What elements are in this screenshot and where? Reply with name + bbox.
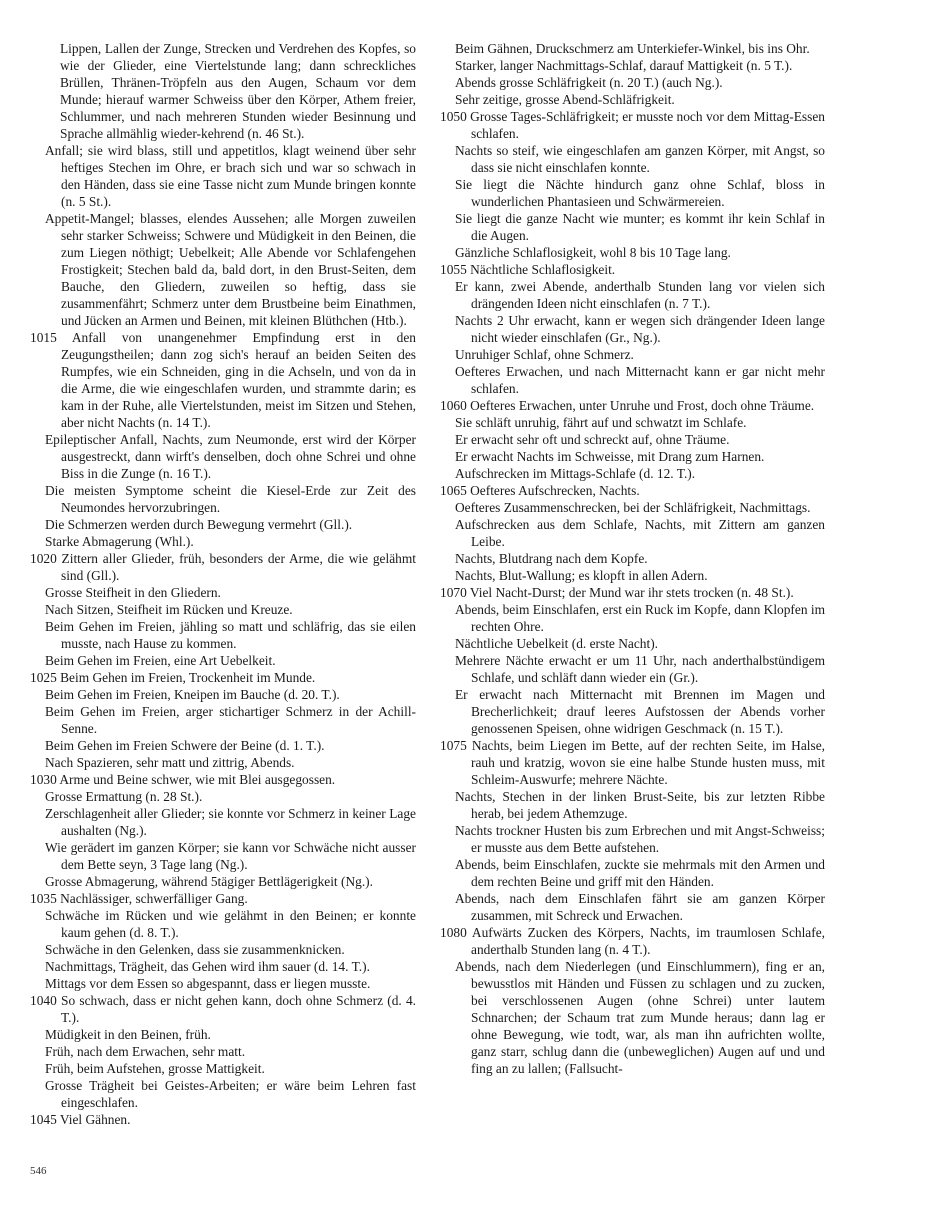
numbered-entry: 1075 Nachts, beim Liegen im Bette, auf der rechten Seite, im Halse, rauh und kratzig, wovon sie eine halbe Stunde husten muss, mit Schleim-Auswurfe; mehrere Nächte.	[440, 738, 825, 787]
numbered-entry: 1045 Viel Gähnen.	[30, 1112, 131, 1127]
entry: Gänzliche Schlaflosigkeit, wohl 8 bis 10 Tage lang.	[455, 245, 731, 260]
entry: Nachts, Stechen in der linken Brust-Seite, bis zur letzten Ribbe herab, bei jedem Athemzuge.	[455, 789, 825, 821]
numbered-entry: 1040 So schwach, dass er nicht gehen kann, doch ohne Schmerz (d. 4. T.).	[30, 993, 416, 1025]
numbered-entry: 1020 Zittern aller Glieder, früh, besonders der Arme, die wie gelähmt sind (Gll.).	[30, 551, 416, 583]
entry: Nachts trockner Husten bis zum Erbrechen und mit Angst-Schweiss; er musste aus dem Bette aufstehen.	[455, 823, 825, 855]
entry: Er erwacht nach Mitternacht mit Brennen im Magen und Brecherlichkeit; drauf leeres Aufstossen der Abends vorher genossenen Speisen, ohne widrigen Geschmack (n. 15 T.).	[455, 687, 825, 736]
entry: Die meisten Symptome scheint die Kiesel-Erde zur Zeit des Neumondes hervorzubringen.	[45, 483, 416, 515]
numbered-entry: 1055 Nächtliche Schlaflosigkeit.	[440, 262, 616, 277]
numbered-entry: 1065 Oefteres Aufschrecken, Nachts.	[440, 483, 640, 498]
entry: Anfall; sie wird blass, still und appetitlos, klagt weinend über sehr heftiges Stechen im Ohre, er brach sich und war so schwach in den Händen, dass sie eine Tasse nicht zum Munde bringen konnte (n. 5 St.).	[45, 143, 416, 209]
entry: Unruhiger Schlaf, ohne Schmerz.	[455, 347, 634, 362]
entry: Abends, nach dem Einschlafen fährt sie am ganzen Körper zusammen, mit Schreck und Erwachen.	[455, 891, 825, 923]
entry: Schwäche im Rücken und wie gelähmt in den Beinen; er konnte kaum gehen (d. 8. T.).	[45, 908, 416, 940]
numbered-entry: 1025 Beim Gehen im Freien, Trockenheit im Munde.	[30, 670, 316, 685]
entry: Nachts, Blut-Wallung; es klopft in allen Adern.	[455, 568, 708, 583]
entry: Abends grosse Schläfrigkeit (n. 20 T.) (auch Ng.).	[455, 75, 723, 90]
numbered-entry: 1070 Viel Nacht-Durst; der Mund war ihr stets trocken (n. 48 St.).	[440, 585, 794, 600]
entry: Nachts 2 Uhr erwacht, kann er wegen sich drängender Ideen lange nicht wieder einschlafen (Gr., Ng.).	[455, 313, 825, 345]
numbered-entry: 1035 Nachlässiger, schwerfälliger Gang.	[30, 891, 248, 906]
numbered-entry: 1030 Arme und Beine schwer, wie mit Blei ausgegossen.	[30, 772, 336, 787]
entry: Zerschlagenheit aller Glieder; sie konnte vor Schmerz in keiner Lage aushalten (Ng.).	[45, 806, 416, 838]
entry: Sie liegt die Nächte hindurch ganz ohne Schlaf, bloss in wunderlichen Phantasieen und Schwärmereien.	[455, 177, 825, 209]
entry: Wie gerädert im ganzen Körper; sie kann vor Schwäche nicht ausser dem Bette seyn, 3 Tage lang (Ng.).	[45, 840, 416, 872]
entry: Nächtliche Uebelkeit (d. erste Nacht).	[455, 636, 658, 651]
entry: Beim Gehen im Freien, Kneipen im Bauche (d. 20. T.).	[45, 687, 340, 702]
entry: Er kann, zwei Abende, anderthalb Stunden lang vor vielen sich drängenden Ideen nicht einschlafen (n. 7 T.).	[455, 279, 825, 311]
entry: Sie schläft unruhig, fährt auf und schwatzt im Schlafe.	[455, 415, 747, 430]
entry: Beim Gähnen, Druckschmerz am Unterkiefer-Winkel, bis ins Ohr.	[455, 41, 810, 56]
numbered-entry: 1060 Oefteres Erwachen, unter Unruhe und Frost, doch ohne Träume.	[440, 398, 815, 413]
entry: Beim Gehen im Freien, jähling so matt und schläfrig, das sie eilen musste, nach Hause zu kommen.	[45, 619, 416, 651]
entry: Abends, beim Einschlafen, erst ein Ruck im Kopfe, dann Klopfen im rechten Ohre.	[455, 602, 826, 634]
numbered-entry: 1080 Aufwärts Zucken des Körpers, Nachts, im traumlosen Schlafe, anderthalb Stunden lang (n. 4 T.).	[440, 925, 825, 957]
entry: Oefteres Zusammenschrecken, bei der Schläfrigkeit, Nachmittags.	[455, 500, 811, 515]
entry: Schwäche in den Gelenken, dass sie zusammenknicken.	[45, 942, 345, 957]
entry: Oefteres Erwachen, und nach Mitternacht kann er gar nicht mehr schlafen.	[455, 364, 825, 396]
entry: Nach Spazieren, sehr matt und zittrig, Abends.	[45, 755, 295, 770]
entry: Nachmittags, Trägheit, das Gehen wird ihm sauer (d. 14. T.).	[45, 959, 370, 974]
entry: Er erwacht Nachts im Schweisse, mit Drang zum Harnen.	[455, 449, 765, 464]
entry: Aufschrecken aus dem Schlafe, Nachts, mit Zittern am ganzen Leibe.	[455, 517, 825, 549]
entry: Beim Gehen im Freien Schwere der Beine (d. 1. T.).	[45, 738, 325, 753]
entry: Früh, beim Aufstehen, grosse Mattigkeit.	[45, 1061, 265, 1076]
entry: Lippen, Lallen der Zunge, Strecken und Verdrehen des Kopfes, so wie der Glieder, eine Viertelstunde lang; dann schreckliches Brüllen, Thränen-Tröpfeln aus den Augen, Schaum vor dem Munde; hierauf warmer Schweiss über den Körper, Athem freier, Schlummer, und nach mehreren Stunden wieder Besinnung und Sprache allmählig wieder-kehrend (n. 46 St.).	[60, 41, 416, 141]
entry: Mehrere Nächte erwacht er um 11 Uhr, nach anderthalbstündigem Schlafe, und schläft dann wieder ein (Gr.).	[455, 653, 825, 685]
entry: Beim Gehen im Freien, arger stichartiger Schmerz in der Achill-Senne.	[45, 704, 416, 736]
entry: Grosse Trägheit bei Geistes-Arbeiten; er wäre beim Lehren fast eingeschlafen.	[45, 1078, 416, 1110]
numbered-entry: 1050 Grosse Tages-Schläfrigkeit; er musste noch vor dem Mittag-Essen schlafen.	[440, 109, 825, 141]
entry: Grosse Abmagerung, während 5tägiger Bettlägerigkeit (Ng.).	[45, 874, 373, 889]
entry: Nachts, Blutdrang nach dem Kopfe.	[455, 551, 648, 566]
entry: Sie liegt die ganze Nacht wie munter; es kommt ihr kein Schlaf in die Augen.	[455, 211, 825, 243]
entry: Mittags vor dem Essen so abgespannt, dass er liegen musste.	[45, 976, 371, 991]
entry: Aufschrecken im Mittags-Schlafe (d. 12. T.).	[455, 466, 696, 481]
entry: Sehr zeitige, grosse Abend-Schläfrigkeit.	[455, 92, 675, 107]
entry: Müdigkeit in den Beinen, früh.	[45, 1027, 211, 1042]
entry: Früh, nach dem Erwachen, sehr matt.	[45, 1044, 246, 1059]
entry: Appetit-Mangel; blasses, elendes Aussehen; alle Morgen zuweilen sehr starker Schweiss; Schwere und Müdigkeit in den Beinen, die zum Liegen nöthigt; Uebelkeit; Alle Abende vor Schlafengehen Frostigkeit; Stechen bald da, bald dort, in den Brust-Seiten, dem Bauche, den Gliedern, zuweilen so heftig, dass sie zusammenfährt; Schmerz unter dem Brustbeine beim Einathmen, und Jücken an Armen und Beinen, mit kleinen Blüthchen (Htb.).	[45, 211, 416, 328]
entry: Nach Sitzen, Steifheit im Rücken und Kreuze.	[45, 602, 293, 617]
entry: Starke Abmagerung (Whl.).	[45, 534, 194, 549]
right-column	[440, 40, 825, 1077]
entry: Die Schmerzen werden durch Bewegung vermehrt (Gll.).	[45, 517, 353, 532]
entry: Grosse Steifheit in den Gliedern.	[45, 585, 221, 600]
entry: Starker, langer Nachmittags-Schlaf, darauf Mattigkeit (n. 5 T.).	[455, 58, 793, 73]
entry: Epileptischer Anfall, Nachts, zum Neumonde, erst wird der Körper ausgestreckt, dann wirft's denselben, doch ohne Schrei und ohne Biss in die Zunge (n. 16 T.).	[45, 432, 416, 481]
left-column	[30, 40, 416, 1128]
entry: Abends, beim Einschlafen, zuckte sie mehrmals mit den Armen und dem rechten Beine und griff mit den Händen.	[455, 857, 825, 889]
entry: Grosse Ermattung (n. 28 St.).	[45, 789, 203, 804]
entry: Nachts so steif, wie eingeschlafen am ganzen Körper, mit Angst, so dass sie nicht einschlafen konnte.	[455, 143, 825, 175]
entry: Beim Gehen im Freien, eine Art Uebelkeit.	[45, 653, 276, 668]
entry: Abends, nach dem Niederlegen (und Einschlummern), fing er an, bewusstlos mit Händen und Füssen zu schlagen und zu zucken, bei verschlossenen Augen (ohne Schrei) unter lautem Schnarchen; der Schaum trat zum Munde heraus; dann lag er ohne Bewegung, wie todt, war, als man ihn aufrichten wollte, ganz starr, schlug dann die (unbeweglichen) Augen auf und und fing an zu lallen; (Fallsucht-	[455, 959, 825, 1076]
page-number: 546	[30, 1165, 47, 1177]
entry: Er erwacht sehr oft und schreckt auf, ohne Träume.	[455, 432, 730, 447]
numbered-entry: 1015 Anfall von unangenehmer Empfindung erst in den Zeugungstheilen; dann zog sich's herauf an beiden Seiten des Rumpfes, wie ein Schneiden, ging in die Achseln, und von da in die Arme, die wie eingeschlafen wurden, und strammte darin; es kam in der Ruhe, alle Viertelstunden, meist im Sitzen und Stehen, aber nicht Nachts (n. 14 T.).	[30, 330, 416, 430]
